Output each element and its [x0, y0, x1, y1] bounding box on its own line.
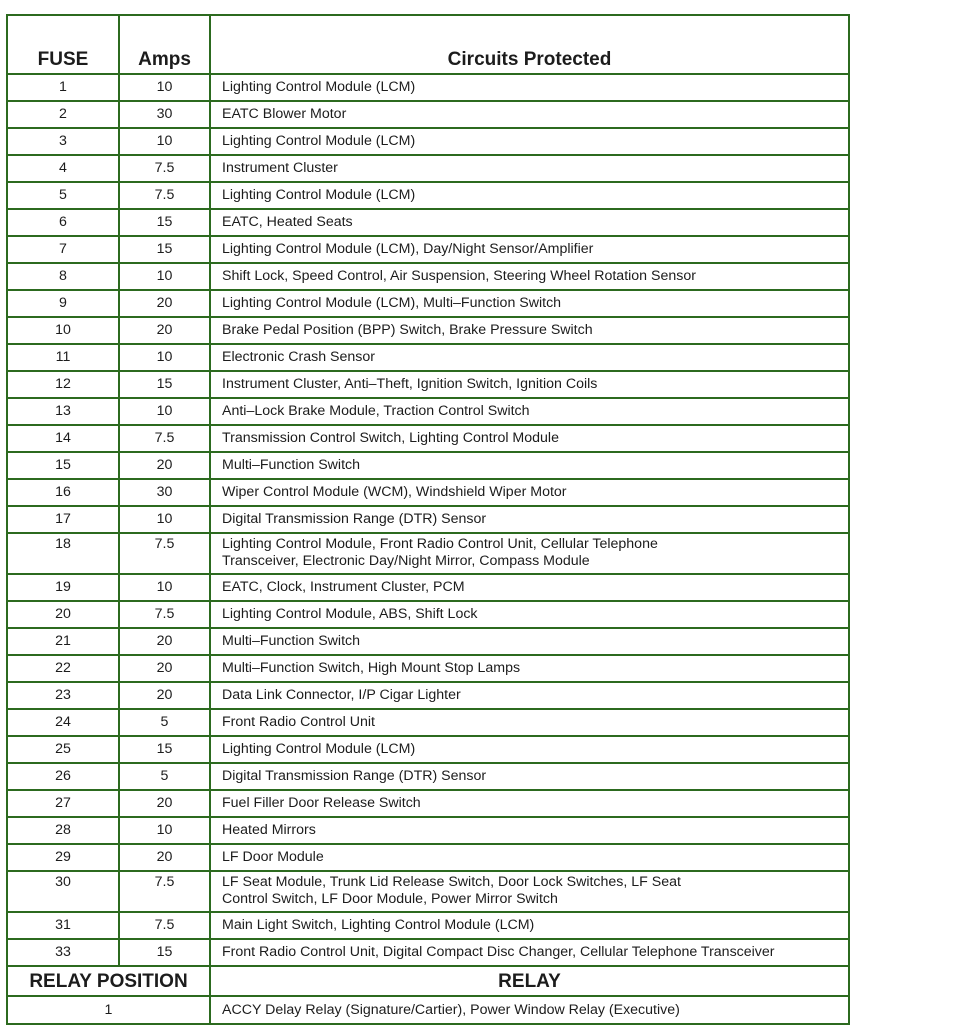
table-row	[7, 452, 849, 479]
fuse-number: 11	[7, 344, 119, 371]
table-row	[7, 263, 849, 290]
circuit-description	[210, 736, 849, 763]
table-row	[7, 371, 849, 398]
circuit-text: Multi–Function Switch	[222, 457, 360, 473]
table-row	[7, 425, 849, 452]
circuit-description	[210, 871, 849, 912]
fuse-amps: 5	[119, 763, 210, 790]
fuse-number: 10	[7, 317, 119, 344]
fuse-amps: 15	[119, 236, 210, 263]
header-amps: Amps	[119, 15, 210, 74]
table-row	[7, 209, 849, 236]
circuit-description	[210, 236, 849, 263]
fuse-number: 12	[7, 371, 119, 398]
circuit-description	[210, 506, 849, 533]
table-row	[7, 574, 849, 601]
circuit-text: Transmission Control Switch, Lighting Control Module	[222, 430, 559, 446]
circuit-text: Instrument Cluster	[222, 160, 338, 176]
circuit-description	[210, 790, 849, 817]
fuse-number: 1	[7, 74, 119, 101]
table-row	[7, 533, 849, 574]
fuse-chart	[6, 14, 850, 1025]
circuit-description	[210, 912, 849, 939]
table-row	[7, 74, 849, 101]
table-row	[7, 398, 849, 425]
circuit-description	[210, 101, 849, 128]
circuit-description	[210, 209, 849, 236]
table-row	[7, 709, 849, 736]
fuse-amps: 15	[119, 209, 210, 236]
relay-section	[7, 966, 849, 1024]
fuse-number: 8	[7, 263, 119, 290]
circuit-description	[210, 371, 849, 398]
table-row	[7, 344, 849, 371]
table-row	[7, 912, 849, 939]
circuit-text: Multi–Function Switch	[222, 633, 360, 649]
circuit-text: Lighting Control Module (LCM), Day/Night Sensor/Amplifier	[222, 241, 594, 257]
circuit-text: Main Light Switch, Lighting Control Module (LCM)	[222, 917, 535, 933]
fuse-number: 9	[7, 290, 119, 317]
circuit-description	[210, 628, 849, 655]
fuse-amps: 10	[119, 263, 210, 290]
fuse-number: 23	[7, 682, 119, 709]
fuse-amps: 10	[119, 74, 210, 101]
table-row	[7, 844, 849, 871]
circuit-description	[210, 128, 849, 155]
fuse-number: 33	[7, 939, 119, 966]
fuse-number: 3	[7, 128, 119, 155]
circuit-text: EATC, Clock, Instrument Cluster, PCM	[222, 579, 465, 595]
table-row	[7, 655, 849, 682]
fuse-rows	[7, 74, 849, 966]
circuit-description	[210, 939, 849, 966]
relay-position: 1	[7, 996, 210, 1024]
circuit-description	[210, 655, 849, 682]
header-relay-position: RELAY POSITION	[7, 966, 210, 996]
fuse-table	[6, 14, 850, 1025]
circuit-text: Lighting Control Module (LCM), Multi–Function Switch	[222, 295, 562, 311]
table-row	[7, 128, 849, 155]
fuse-amps: 20	[119, 682, 210, 709]
circuit-description	[210, 709, 849, 736]
fuse-amps: 20	[119, 844, 210, 871]
table-row	[7, 182, 849, 209]
fuse-number: 15	[7, 452, 119, 479]
fuse-amps: 7.5	[119, 425, 210, 452]
fuse-number: 30	[7, 871, 119, 912]
fuse-number: 22	[7, 655, 119, 682]
fuse-amps: 15	[119, 736, 210, 763]
table-row	[7, 506, 849, 533]
fuse-amps: 7.5	[119, 182, 210, 209]
circuit-description	[210, 682, 849, 709]
circuit-description	[210, 574, 849, 601]
circuit-text: Digital Transmission Range (DTR) Sensor	[222, 511, 487, 527]
table-row	[7, 317, 849, 344]
relay-header-row	[7, 966, 849, 996]
header-fuse: FUSE	[7, 15, 119, 74]
fuse-amps: 30	[119, 101, 210, 128]
circuit-text: Lighting Control Module (LCM)	[222, 741, 416, 757]
fuse-number: 26	[7, 763, 119, 790]
fuse-number: 5	[7, 182, 119, 209]
fuse-number: 20	[7, 601, 119, 628]
table-row	[7, 101, 849, 128]
fuse-amps: 10	[119, 344, 210, 371]
fuse-number: 16	[7, 479, 119, 506]
circuit-text: Front Radio Control Unit	[222, 714, 375, 730]
fuse-amps: 20	[119, 317, 210, 344]
circuit-text: Data Link Connector, I/P Cigar Lighter	[222, 687, 461, 703]
circuit-description	[210, 263, 849, 290]
fuse-number: 27	[7, 790, 119, 817]
fuse-amps: 20	[119, 790, 210, 817]
fuse-number: 19	[7, 574, 119, 601]
fuse-number: 17	[7, 506, 119, 533]
circuit-text: EATC Blower Motor	[222, 106, 347, 122]
circuit-text: Electronic Crash Sensor	[222, 349, 375, 365]
circuit-text: Lighting Control Module (LCM)	[222, 133, 416, 149]
circuit-description	[210, 425, 849, 452]
circuit-text: Front Radio Control Unit, Digital Compact Disc Changer, Cellular Telephone Transceiver	[222, 944, 775, 960]
circuit-description	[210, 479, 849, 506]
circuit-description	[210, 182, 849, 209]
table-row	[7, 628, 849, 655]
circuit-text: LF Seat Module, Trunk Lid Release Switch, Door Lock Switches, LF Seat	[222, 874, 681, 890]
fuse-number: 18	[7, 533, 119, 574]
circuit-text: Lighting Control Module, Front Radio Control Unit, Cellular Telephone	[222, 536, 658, 552]
circuit-description	[210, 398, 849, 425]
relay-description: ACCY Delay Relay (Signature/Cartier), Power Window Relay (Executive)	[210, 996, 849, 1024]
fuse-number: 24	[7, 709, 119, 736]
circuit-text: EATC, Heated Seats	[222, 214, 353, 230]
fuse-amps: 15	[119, 371, 210, 398]
circuit-text: LF Door Module	[222, 849, 324, 865]
header-relay: RELAY	[210, 966, 849, 996]
fuse-amps: 10	[119, 817, 210, 844]
table-row	[7, 939, 849, 966]
fuse-amps: 20	[119, 290, 210, 317]
fuse-amps: 20	[119, 655, 210, 682]
circuit-text: Lighting Control Module, ABS, Shift Lock	[222, 606, 478, 622]
circuit-text: Heated Mirrors	[222, 822, 316, 838]
circuit-description	[210, 344, 849, 371]
circuit-description	[210, 844, 849, 871]
table-row	[7, 601, 849, 628]
circuit-description	[210, 317, 849, 344]
circuit-description	[210, 763, 849, 790]
fuse-amps: 10	[119, 128, 210, 155]
fuse-amps: 7.5	[119, 533, 210, 574]
circuit-text-continued: Control Switch, LF Door Module, Power Mirror Switch	[222, 891, 558, 907]
fuse-amps: 7.5	[119, 871, 210, 912]
fuse-number: 31	[7, 912, 119, 939]
fuse-amps: 10	[119, 398, 210, 425]
fuse-number: 2	[7, 101, 119, 128]
circuit-description	[210, 533, 849, 574]
table-row	[7, 236, 849, 263]
fuse-number: 21	[7, 628, 119, 655]
circuit-text: Digital Transmission Range (DTR) Sensor	[222, 768, 487, 784]
circuit-text: Instrument Cluster, Anti–Theft, Ignition Switch, Ignition Coils	[222, 376, 598, 392]
fuse-amps: 7.5	[119, 155, 210, 182]
fuse-amps: 5	[119, 709, 210, 736]
fuse-number: 6	[7, 209, 119, 236]
table-row	[7, 155, 849, 182]
fuse-amps: 20	[119, 452, 210, 479]
fuse-amps: 10	[119, 574, 210, 601]
circuit-description	[210, 155, 849, 182]
circuit-text: Wiper Control Module (WCM), Windshield Wiper Motor	[222, 484, 567, 500]
circuit-text: Shift Lock, Speed Control, Air Suspension, Steering Wheel Rotation Sensor	[222, 268, 696, 284]
fuse-amps: 30	[119, 479, 210, 506]
circuit-text: Lighting Control Module (LCM)	[222, 79, 416, 95]
fuse-number: 28	[7, 817, 119, 844]
circuit-text: Fuel Filler Door Release Switch	[222, 795, 421, 811]
circuit-description	[210, 452, 849, 479]
fuse-amps: 10	[119, 506, 210, 533]
circuit-text: Multi–Function Switch, High Mount Stop Lamps	[222, 660, 521, 676]
table-row	[7, 290, 849, 317]
circuit-description	[210, 601, 849, 628]
fuse-amps: 7.5	[119, 601, 210, 628]
fuse-number: 4	[7, 155, 119, 182]
header-circuits: Circuits Protected	[210, 15, 849, 74]
fuse-number: 25	[7, 736, 119, 763]
fuse-number: 14	[7, 425, 119, 452]
table-row	[7, 817, 849, 844]
fuse-number: 13	[7, 398, 119, 425]
circuit-text: Brake Pedal Position (BPP) Switch, Brake Pressure Switch	[222, 322, 593, 338]
circuit-text: Lighting Control Module (LCM)	[222, 187, 416, 203]
circuit-text: Anti–Lock Brake Module, Traction Control Switch	[222, 403, 530, 419]
table-row	[7, 736, 849, 763]
table-row	[7, 682, 849, 709]
header-row	[7, 15, 849, 74]
fuse-amps: 7.5	[119, 912, 210, 939]
relay-row	[7, 996, 849, 1024]
circuit-description	[210, 74, 849, 101]
fuse-number: 29	[7, 844, 119, 871]
table-row	[7, 871, 849, 912]
fuse-amps: 15	[119, 939, 210, 966]
circuit-text-continued: Transceiver, Electronic Day/Night Mirror, Compass Module	[222, 553, 590, 569]
circuit-description	[210, 817, 849, 844]
table-row	[7, 763, 849, 790]
fuse-amps: 20	[119, 628, 210, 655]
table-row	[7, 790, 849, 817]
fuse-number: 7	[7, 236, 119, 263]
circuit-description	[210, 290, 849, 317]
table-row	[7, 479, 849, 506]
